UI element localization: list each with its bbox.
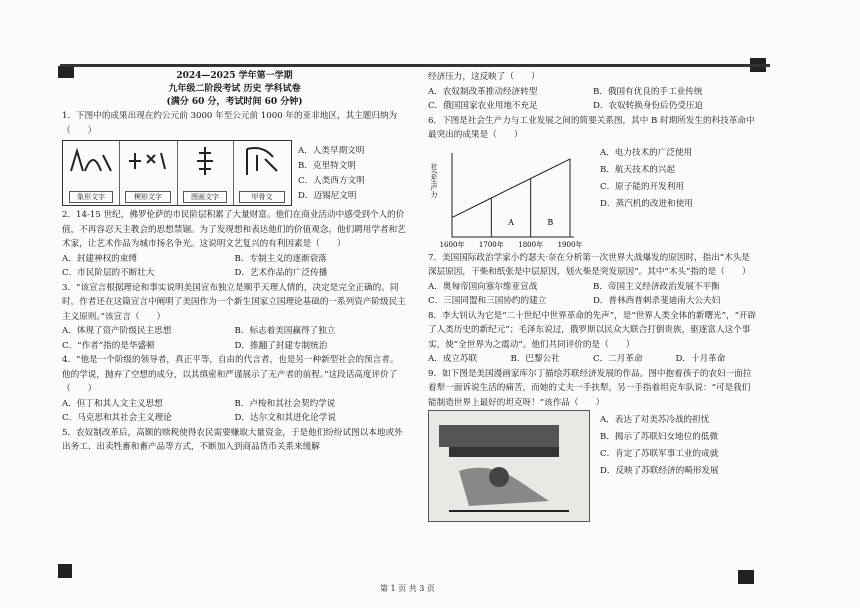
q1-options (298, 144, 365, 204)
q7-options (428, 280, 758, 309)
q2-option-a[interactable]: A．封建神权的束缚 (62, 253, 137, 264)
q7-option-a[interactable]: A．奥匈帝国向塞尔维亚宣战 (428, 281, 538, 292)
q6-stem: 6．下图是社会生产力与工业发展之间的简要关系图，其中 B 时期所发生的科技革命中最突出的成果是（ ） (428, 115, 755, 140)
q9-option-b[interactable]: B．揭示了苏联妇女地位的低微 (600, 432, 719, 442)
q8-stem: 8．李大钊认为它是“二十世纪中世界革命的先声”，是“世界人类全体的新曙光”，“开辟了人类历史的新纪元”；毛泽东说过，俄罗斯以民众大联合打倒贵族，驱逐富人这个事实，使“全世界为之震动”。他们共同评价的是（ ） (428, 310, 757, 350)
hieroglyph-icon (63, 141, 119, 181)
q2-options (62, 252, 407, 281)
cuneiform-icon (119, 141, 177, 181)
q5-stem: 5．农奴制改革后，高额的赎税使得农民需要赚取大量资金，于是他们纷纷试图以本地或外出务工、出卖牲畜和畜产品等方式，不断加入到商品货币关系来缓解 (62, 427, 403, 452)
q1-option-b[interactable]: B．克里特文明 (298, 161, 356, 171)
y-axis-label: 社会生产力 (430, 162, 438, 198)
q5-continued: 经济压力，这反映了（ ） (428, 72, 540, 82)
q3-stem: 3．“该宣言根据理论和事实说明美国宣布独立是顺乎天理人情的，决定是完全正确的。同时，作者还在这篇宣言中阐明了美国作为一个新生国家立国理论基础的一系列资产阶级民主主义原则。”该宣言（ ） (62, 282, 406, 322)
q9-option-a[interactable]: A．表达了对美苏冷战的担忧 (600, 415, 710, 425)
q7-option-d[interactable]: D．普林西普刺杀斐迪南大公夫妇 (593, 296, 721, 306)
q8-options (428, 352, 758, 367)
q4-option-b[interactable]: B．卢梭和其社会契约学说 (234, 398, 336, 409)
q7-stem: 7．美国国际政治学家小约瑟夫·奈在分析第一次世界大战爆发的原因时，指出“木头是深层原因，干柴和纸张是中层原因，划火柴是突发原因”。其中“木头”指的是（ ） (428, 252, 751, 277)
q9-option-c[interactable]: C．肯定了苏联军事工业的成就 (600, 449, 719, 459)
q3-options (62, 324, 407, 353)
corner-mark-br (738, 570, 754, 584)
cuneiform-cell (119, 141, 178, 205)
q7-option-b[interactable]: B．帝国主义经济政治发展不平衡 (593, 281, 720, 292)
q6-option-b[interactable]: B．航天技术的兴起 (600, 164, 676, 175)
q2-option-d[interactable]: D．艺术作品的广泛传播 (234, 268, 328, 278)
corner-mark-bl (58, 564, 72, 578)
q1-caption-1: 象形文字 (69, 191, 113, 203)
q5-option-d[interactable]: D．农奴转换身份后仍受压迫 (593, 101, 704, 111)
exam-title-2: 九年级二阶段考试 历史 学科试卷 (168, 84, 301, 94)
q1-caption-3: 图画文字 (183, 191, 227, 203)
x-tick-label: 1900年 (557, 240, 583, 249)
q8-option-b[interactable]: B．巴黎公社 (510, 354, 560, 364)
q8-option-c[interactable]: C．二月革命 (593, 354, 643, 364)
q1-stem: 1．下图中的成果出现在约公元前 3000 年至公元前 1000 年的亚非地区，其主题归纳为（ ） (62, 111, 398, 136)
exam-title-3: (满分 60 分，考试时间 60 分钟) (166, 97, 303, 107)
q4-options (62, 397, 407, 426)
q9-stem: 9．如下图是美国漫画家库尔丁描绘苏联经济发展的作品。图中抱着孩子的农妇一面拉着犁一面诉说生活的痛苦，而她的丈夫一手扶犁，另一手指着坦克车队说：“可是我们能制造世界上最好的坦克呀！”该作品（ ） (428, 368, 752, 408)
q4-stem: 4．“他是一个阶级的领导者，真正平等，自由的代言者，也是另一种新型社会的预言者。他的学说，抛弃了空想的成分，以其缜密和严谨展示了无产者的前程。”这段话高度评价了（ ） (62, 355, 399, 394)
q1-option-c[interactable]: C．人类西方文明 (298, 176, 365, 186)
page-footer: 第 1 页 共 3 页 (380, 584, 435, 593)
q2-option-c[interactable]: C．市民阶层的不断壮大 (62, 268, 155, 278)
period-label: B (547, 217, 554, 227)
hieroglyph-cell (63, 141, 120, 205)
q1-option-a[interactable]: A．人类早期文明 (298, 146, 365, 156)
q6-figure (428, 143, 758, 251)
q3-option-b[interactable]: B．标志着美国赢得了独立 (234, 326, 336, 336)
productivity-chart (428, 143, 583, 251)
q9-option-d[interactable]: D．反映了苏联经济的畸形发展 (600, 466, 719, 476)
pictograph-cell (177, 141, 234, 205)
x-tick-label: 1600年 (439, 240, 465, 249)
q1-option-d[interactable]: D．迈锡尼文明 (298, 191, 357, 201)
pictograph-icon (177, 141, 233, 181)
q3-option-a[interactable]: A．体现了资产阶级民主思想 (62, 326, 172, 336)
q6-option-d[interactable]: D．蒸汽机的改进和使用 (600, 198, 693, 209)
oracle-bone-icon (233, 141, 291, 181)
q5-options (428, 85, 758, 114)
q4-option-d[interactable]: D．达尔文和其进化论学说 (234, 413, 336, 423)
q4-option-a[interactable]: A．但丁和其人文主义思想 (62, 398, 163, 409)
q4-option-c[interactable]: C．马克思和其社会主义理论 (62, 413, 172, 423)
tank-cartoon-icon (429, 411, 589, 521)
q9-options (600, 412, 719, 480)
soviet-cartoon-image (428, 410, 590, 522)
q1-caption-4: 甲骨文 (239, 191, 285, 203)
left-column (62, 70, 407, 455)
period-label: A (508, 217, 514, 227)
q3-option-c[interactable]: C．“作者”指的是华盛顿 (62, 340, 155, 351)
q6-option-a[interactable]: A．电力技术的广泛使用 (600, 147, 693, 158)
x-tick-label: 1800年 (518, 240, 544, 249)
q2-option-b[interactable]: B．专制主义的逐渐衰落 (234, 253, 327, 264)
q1-caption-2: 楔形文字 (125, 191, 171, 203)
q2-stem: 2．14-15 世纪，佛罗伦萨的市民阶层积累了大量财富。他们在商业活动中感受到个人的价值，不再容忍天主教会的思想禁锢。为了发现想和表达他们的价值观念，他们聘用学者和艺术家，让艺术作品为城市扬名争光。这说明文艺复兴的有利因素是（ ） (62, 210, 406, 249)
q3-option-d[interactable]: D．推翻了封建专制统治 (234, 340, 328, 351)
q6-option-c[interactable]: C．原子能的开发利用 (600, 181, 684, 192)
top-rule (60, 64, 770, 67)
right-column (428, 70, 758, 522)
q8-option-a[interactable]: A．成立苏联 (428, 354, 478, 364)
x-tick-label: 1700年 (478, 240, 504, 249)
exam-title-1: 2024—2025 学年第一学期 (176, 71, 293, 81)
oracle-bone-cell (233, 141, 291, 205)
q8-option-d[interactable]: D．十月革命 (675, 354, 726, 364)
q7-option-c[interactable]: C．三国同盟和三国协约的建立 (428, 296, 547, 306)
q5-option-c[interactable]: C．俄国国家农业用地不充足 (428, 101, 538, 111)
q9-figure (428, 410, 758, 522)
q5-option-a[interactable]: A．农奴制改革推动经济转型 (428, 86, 538, 97)
q5-option-b[interactable]: B．俄国有优良的手工业传统 (593, 86, 703, 97)
ancient-scripts-image (62, 140, 292, 206)
q6-options (600, 145, 693, 213)
q1-figure (62, 140, 407, 206)
